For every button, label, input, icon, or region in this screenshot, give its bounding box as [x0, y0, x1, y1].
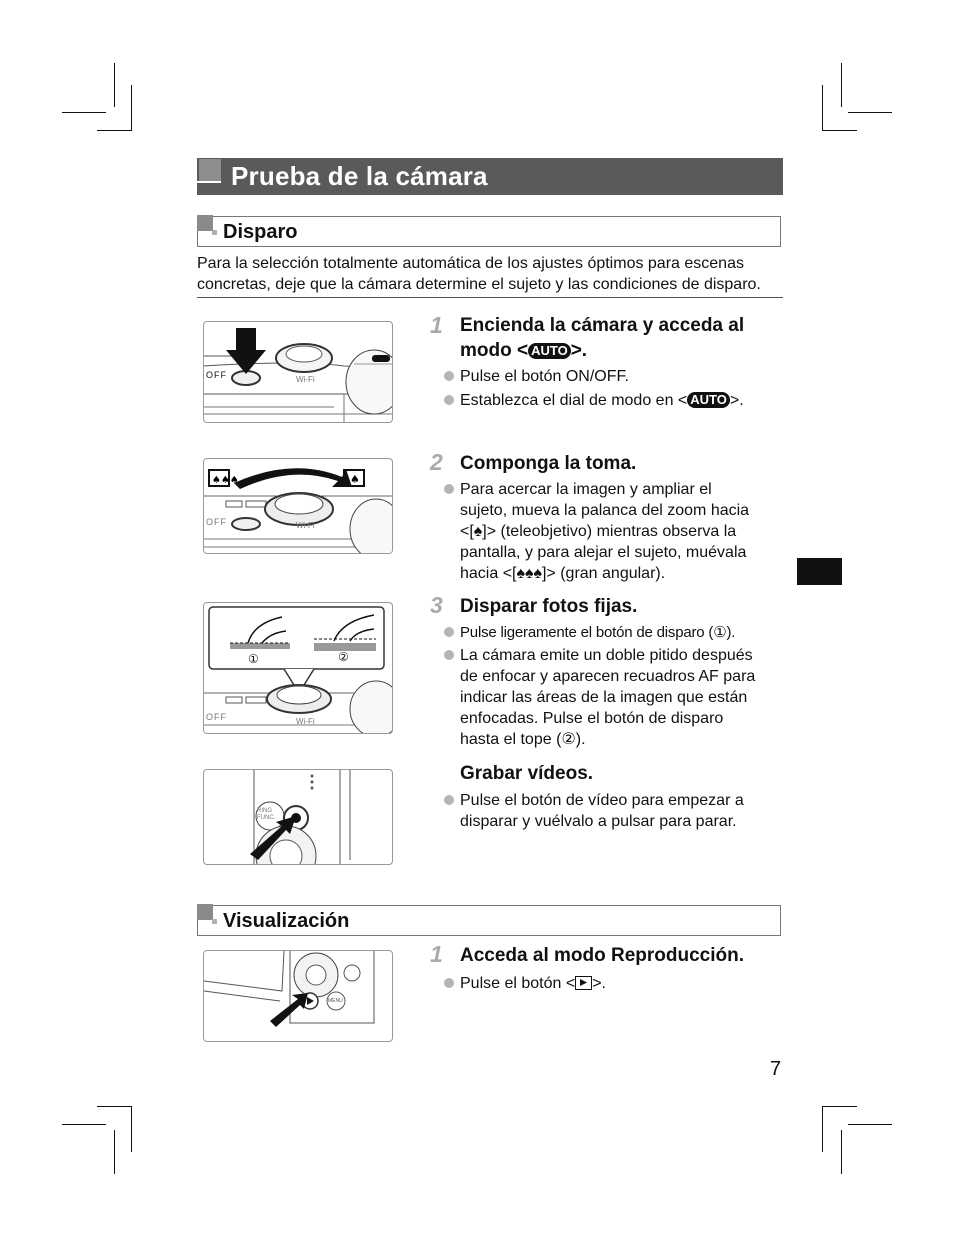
bullet-icon	[444, 484, 454, 494]
wifi-label: Wi-Fi	[296, 375, 315, 384]
section-heading-disparo: Disparo	[223, 221, 298, 243]
step-heading: Componga la toma.	[460, 453, 637, 474]
camera-top-onoff-illustration	[203, 321, 393, 423]
bullet-text: disparar y vuélvalo a pulsar para parar.	[460, 813, 737, 830]
bullet-text	[460, 390, 744, 411]
wifi-label: Wi-Fi	[296, 521, 315, 530]
bullet-icon	[444, 395, 454, 405]
camera-zoom-lever-illustration	[203, 458, 393, 554]
crop-mark	[841, 63, 842, 107]
bullet-text-part: >.	[592, 975, 606, 992]
bullet-text: sujeto, mueva la palanca del zoom hacia	[460, 502, 750, 519]
step-heading: Acceda al modo Reproducción.	[460, 945, 744, 966]
section-square-icon	[197, 904, 213, 920]
crop-mark	[841, 1130, 842, 1174]
crop-mark	[97, 130, 132, 131]
step-heading: Disparar fotos fijas.	[460, 596, 638, 617]
bullet-icon	[444, 650, 454, 660]
crop-mark	[62, 112, 106, 113]
off-label: OFF	[206, 712, 227, 722]
camera-shutter-illustration	[203, 602, 393, 734]
step-number: 3	[430, 592, 443, 618]
bullet-text: La cámara emite un doble pitido después	[460, 647, 753, 664]
intro-text: Para la selección totalmente automática de los ajustes óptimos para escenas concretas, deje que la cámara determine el sujeto y las condiciones de disparo.	[197, 255, 761, 293]
chapter-tab	[797, 558, 842, 585]
bullet-text-part: >.	[729, 392, 744, 409]
step-heading-text: >.	[570, 340, 588, 361]
crop-mark	[62, 1124, 106, 1125]
off-label: OFF	[206, 517, 227, 527]
crop-mark	[97, 1106, 132, 1107]
step-heading-text: modo <	[460, 340, 529, 361]
bullet-text: <[♠]> (teleobjetivo) mientras observa la	[460, 523, 737, 540]
circle-number-1: ①	[248, 652, 259, 666]
circle-number-2: ②	[338, 650, 349, 664]
bullet-text: hacia <[♠♠♠]> (gran angular).	[460, 565, 666, 582]
svg-text:♠♠♠: ♠♠♠	[212, 475, 239, 486]
bullet-text: Pulse el botón ON/OFF.	[460, 368, 629, 385]
crop-mark	[131, 85, 132, 131]
crop-mark	[848, 112, 892, 113]
step-heading: Encienda la cámara y acceda al	[460, 315, 745, 336]
crop-mark	[848, 1124, 892, 1125]
bullet-text: hasta el tope (②).	[460, 731, 586, 748]
bullet-icon	[444, 371, 454, 381]
camera-playback-button-illustration	[203, 950, 393, 1042]
crop-mark	[114, 1130, 115, 1174]
bullet-icon	[444, 795, 454, 805]
title-square-icon	[199, 159, 221, 181]
step-heading: Grabar vídeos.	[460, 763, 594, 784]
section-square-icon	[197, 215, 213, 231]
crop-mark	[822, 130, 857, 131]
ring-func-label: RING FUNC.	[257, 808, 276, 821]
crop-mark	[822, 1106, 857, 1107]
crop-mark	[822, 85, 823, 131]
camera-movie-button-illustration	[203, 769, 393, 865]
auto-mode-icon: AUTO	[687, 392, 730, 408]
menu-label: MENU	[328, 998, 343, 1004]
wifi-label: Wi-Fi	[296, 717, 315, 726]
bullet-icon	[444, 627, 454, 637]
page-title: Prueba de la cámara	[231, 161, 488, 191]
auto-mode-icon: AUTO	[528, 343, 571, 359]
svg-text:♠: ♠	[350, 473, 360, 486]
divider	[197, 297, 783, 298]
bullet-text: indicar las áreas de la imagen que están	[460, 689, 748, 706]
bullet-text: Pulse ligeramente el botón de disparo (①).	[460, 624, 736, 641]
bullet-text	[460, 973, 606, 994]
section-heading-visualizacion: Visualización	[223, 910, 350, 932]
bullet-text: Para acercar la imagen y ampliar el	[460, 481, 712, 498]
off-label: OFF	[206, 370, 227, 380]
bullet-text-part: Establezca el dial de modo en <	[460, 392, 688, 409]
section-square-icon	[212, 919, 217, 924]
bullet-text-part: Pulse el botón <	[460, 975, 576, 992]
crop-mark	[114, 63, 115, 107]
crop-mark	[131, 1106, 132, 1152]
step-number: 1	[430, 941, 443, 967]
playback-icon	[575, 976, 592, 990]
crop-mark	[822, 1106, 823, 1152]
bullet-icon	[444, 978, 454, 988]
bullet-text: Pulse el botón de vídeo para empezar a	[460, 792, 744, 809]
step-number: 1	[430, 312, 443, 338]
step-heading	[460, 338, 587, 363]
step-number: 2	[430, 449, 443, 475]
bullet-text: pantalla, y para alejar el sujeto, muévala	[460, 544, 747, 561]
bullet-text: de enfocar y aparecen recuadros AF para	[460, 668, 756, 685]
page-number: 7	[770, 1058, 782, 1080]
section-square-icon	[212, 230, 217, 235]
title-square-notch	[197, 181, 221, 183]
bullet-text: enfocadas. Pulse el botón de disparo	[460, 710, 724, 727]
